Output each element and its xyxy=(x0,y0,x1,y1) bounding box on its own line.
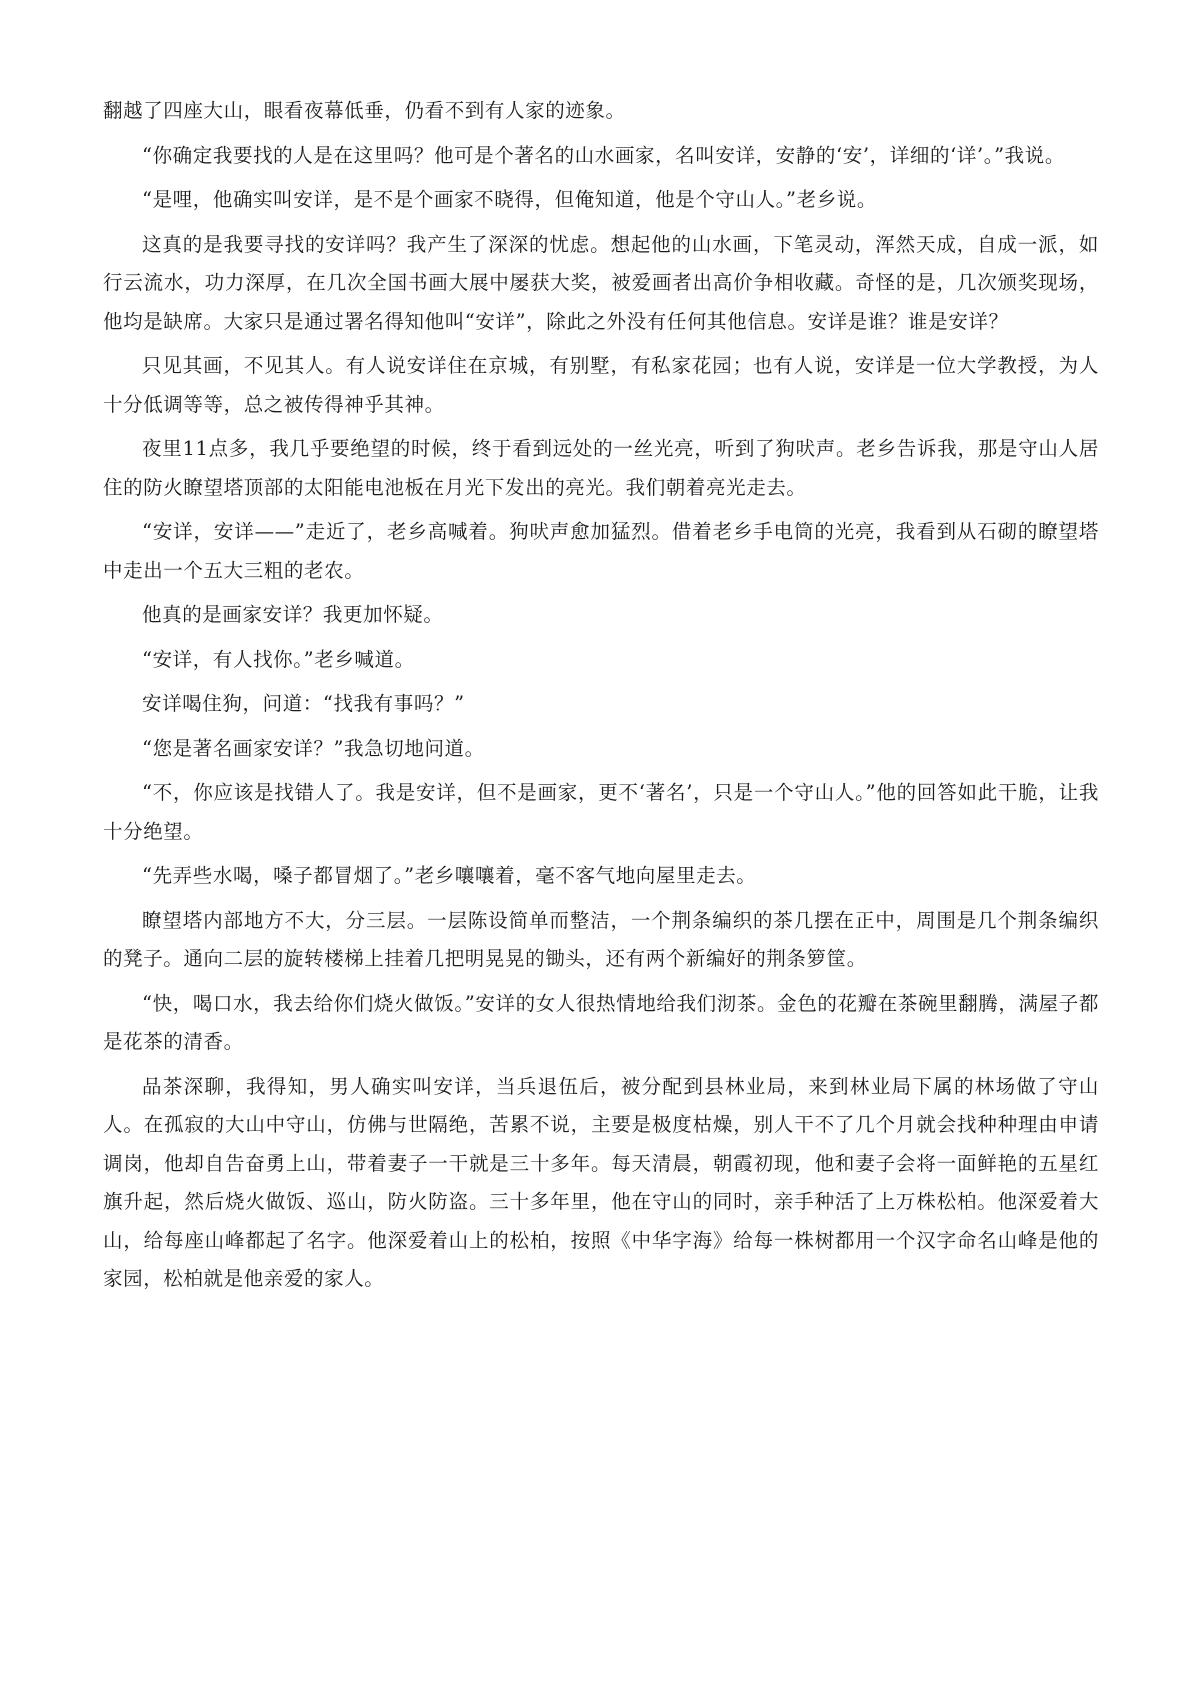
paragraph-16: 品茶深聊，我得知，男人确实叫安详，当兵退伍后，被分配到县林业局，来到林业局下属的林场做了守山人。在孤寂的大山中守山，仿佛与世隔绝，苦累不说，主要是极度枯燥，别人干不了几个月就会找种种理由申请调岗，他却自告奋勇上山，带着妻子一干就是三十多年。每天清晨，朝霞初现，他和妻子会将一面鲜艳的五星红旗升起，然后烧火做饭、巡山，防火防盗。三十多年里，他在守山的同时，亲手种活了上万株松柏。他深爱着大山，给每座山峰都起了名字。他深爱着山上的松柏，按照《中华字海》给每一株树都用一个汉字命名山峰是他的家园，松柏就是他亲爱的家人。 xyxy=(103,1074,1099,1290)
paragraph-14: 瞭望塔内部地方不大，分三层。一层陈设简单而整洁，一个荆条编织的茶几摆在正中，周围是几个荆条编织的凳子。通向二层的旋转楼梯上挂着几把明晃晃的锄头，还有两个新编好的荆条箩筐。 xyxy=(103,908,1099,970)
paragraph-3: “是哩，他确实叫安详，是不是个画家不晓得，但俺知道，他是个守山人。”老乡说。 xyxy=(142,188,877,211)
paragraph-15: “快，喝口水，我去给你们烧火做饭。”安详的女人很热情地给我们沏茶。金色的花瓣在茶碗里翻腾，满屋子都是花茶的清香。 xyxy=(103,991,1099,1053)
paragraph-11: “您是著名画家安详？”我急切地问道。 xyxy=(142,736,485,760)
paragraph-7: “安详，安详——”走近了，老乡高喊着。狗吠声愈加猛烈。借着老乡手电筒的光亮，我看到从石砌的瞭望塔中走出一个五大三粗的老农。 xyxy=(103,520,1099,582)
paragraph-5: 只见其画，不见其人。有人说安详住在京城，有别墅，有私家花园；也有人说，安详是一位大学教授，为人十分低调等等，总之被传得神乎其神。 xyxy=(103,354,1099,416)
paragraph-9: “安详，有人找你。”老乡喊道。 xyxy=(142,647,415,671)
paragraph-2: “你确定我要找的人是在这里吗？他可是个著名的山水画家，名叫安详，安静的‘安’，详细的‘详’。”我说。 xyxy=(142,143,1065,167)
paragraph-4: 这真的是我要寻找的安详吗？我产生了深深的忧虑。想起他的山水画，下笔灵动，浑然天成，自成一派，如行云流水，功力深厚，在几次全国书画大展中屡获大奖，被爱画者出高价争相收藏。奇怪的是，几次颁奖现场，他均是缺席。大家只是通过署名得知他叫“安详”，除此之外没有任何其他信息。安详是谁？谁是安详？ xyxy=(103,232,1099,333)
document-body xyxy=(103,92,1099,1305)
paragraph-13: “先弄些水喝，嗓子都冒烟了。”老乡嚷嚷着，毫不客气地向屋里走去。 xyxy=(142,864,757,887)
paragraph-1: 翻越了四座大山，眼看夜幕低垂，仍看不到有人家的迹象。 xyxy=(103,99,626,122)
paragraph-6: 夜里11点多，我几乎要绝望的时候，终于看到远处的一丝光亮，听到了狗吠声。老乡告诉我，那是守山人居住的防火瞭望塔顶部的太阳能电池板在月光下发出的亮光。我们朝着亮光走去。 xyxy=(103,437,1099,499)
paragraph-10: 安详喝住狗，问道：“找我有事吗？” xyxy=(142,692,465,715)
paragraph-12: “不，你应该是找错人了。我是安详，但不是画家，更不‘著名’，只是一个守山人。”他的回答如此干脆，让我十分绝望。 xyxy=(103,781,1099,843)
paragraph-8: 他真的是画家安详？我更加怀疑。 xyxy=(142,603,444,626)
